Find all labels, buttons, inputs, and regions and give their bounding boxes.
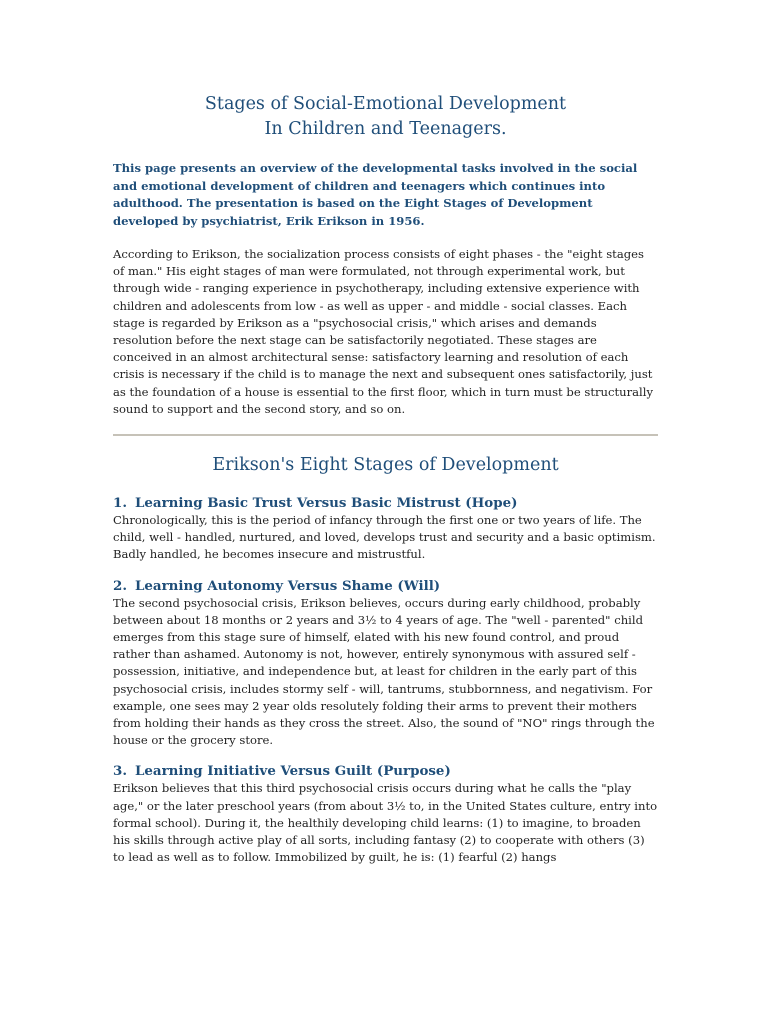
stage-number: 3. [113,763,127,780]
stage-heading [113,762,658,780]
stage-title: Learning Basic Trust Versus Basic Mistrust (Hope) [134,495,518,512]
stage-number: 2. [113,577,127,594]
page-title [113,92,658,142]
title-line-2: In Children and Teenagers. [264,119,507,139]
stage-text: The second psychosocial crisis, Erikson believes, occurs during early childhood, probably between about 18 months or 2 years and 3½ to 4 years of age. The "well - parented" child emerges from this stage sure of himself, elated with his new found control, and proud rather than ashamed. Autonomy is not, however, entirely synonymous with assured self - possession, initiative, and independence but, at least for children in the early part of this psychosocial crisis, includes stormy self - will, tantrums, stubbornness, and negativism. For example, one sees may 2 year olds resolutely folding their arms to prevent their mothers from holding their hands as they cross the street. Also, the sound of "NO" rings through the house or the grocery store. [113,595,655,748]
stage-heading [113,577,658,595]
stage-1 [113,494,658,564]
document-page [113,92,658,866]
stage-heading [113,494,658,512]
stage-2 [113,577,658,750]
intro-paragraph: According to Erikson, the socialization process consists of eight phases - the "eight stages of man." His eight stages of man were formulated, not through experimental work, but through wide - ranging experience in psychotherapy, including extensive experience with children and adolescents from low - as well as upper - and middle - social classes. Each stage is regarded by Erikson as a "psychosocial crisis," which arises and demands resolution before the next stage can be satisfactorily negotiated. These stages are conceived in an almost architectural sense: satisfactory learning and resolution of each crisis is necessary if the child is to manage the next and subsequent ones satisfactorily, just as the foundation of a house is essential to the first floor, which in turn must be structurally sound to support and the second story, and so on. [113,247,654,416]
horizontal-rule [113,434,658,436]
title-line-1: Stages of Social-Emotional Development [204,94,567,114]
stage-number: 1. [113,495,127,512]
section-title: Erikson's Eight Stages of Development [212,455,559,476]
stage-3 [113,762,658,866]
stage-text: Chronologically, this is the period of infancy through the first one or two years of life. The child, well - handled, nurtured, and loved, develops trust and security and a basic optimism. Badly handled, he becomes insecure and mistrustful. [113,513,656,562]
stage-title: Learning Autonomy Versus Shame (Will) [134,577,441,594]
stage-title: Learning Initiative Versus Guilt (Purpose) [134,763,451,780]
stage-text: Erikson believes that this third psychosocial crisis occurs during what he calls the "play age," or the later preschool years (from about 3½ to, in the United States culture, entry into formal school). During it, the healthily developing child learns: (1) to imagine, to broaden his skills through active play of all sorts, including fantasy (2) to cooperate with others (3) to lead as well as to follow. Immobilized by guilt, he is: (1) fearful (2) hangs [113,781,658,865]
intro-bold-paragraph: This page presents an overview of the developmental tasks involved in the social and emotional development of children and teenagers which continues into adulthood. The presentation is based on the Eight Stages of Development developed by psychiatrist, Erik Erikson in 1956. [113,161,638,228]
